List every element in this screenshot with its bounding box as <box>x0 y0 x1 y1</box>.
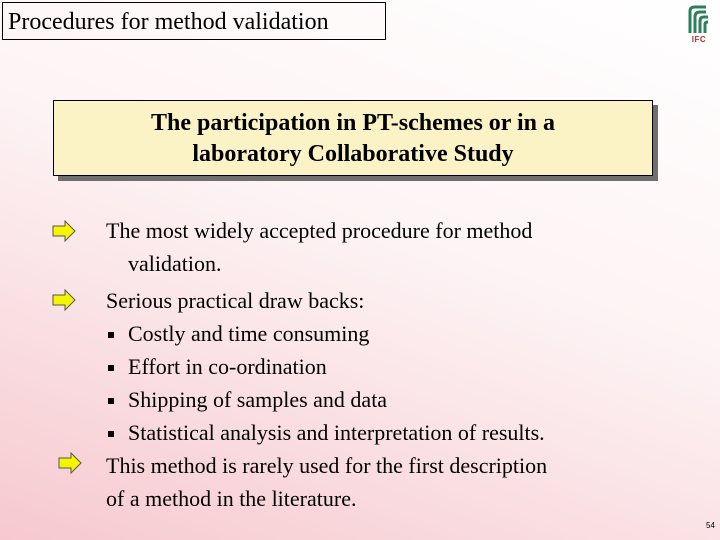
ifc-logo <box>686 5 712 45</box>
logo-text: IFC <box>691 35 707 44</box>
list-item-text: Statistical analysis and interpretation of results. <box>128 420 545 445</box>
point-2-heading: Serious practical draw backs: <box>106 288 365 313</box>
highlight-line-1: The participation in PT-schemes or in a <box>150 110 556 136</box>
arrow-right-icon <box>52 220 76 242</box>
square-bullet-icon <box>108 332 114 338</box>
square-bullet-icon <box>108 431 114 437</box>
square-bullet-icon <box>108 365 114 371</box>
highlight-box <box>53 100 653 176</box>
list-item <box>106 350 545 383</box>
list-item <box>106 383 545 416</box>
list-item-text: Shipping of samples and data <box>128 387 388 412</box>
slide-title: Procedures for method validation <box>2 2 386 40</box>
square-bullet-icon <box>108 398 114 404</box>
arrow-right-icon <box>52 289 76 311</box>
point-1-line-1: The most widely accepted procedure for method <box>106 218 533 243</box>
list-item-text: Effort in co-ordination <box>128 354 327 379</box>
point-1 <box>106 214 532 280</box>
list-item <box>106 416 545 449</box>
point-3 <box>106 449 547 515</box>
list-item-text: Costly and time consuming <box>128 321 370 346</box>
point-1-line-2: validation. <box>128 251 222 276</box>
point-3-line-2: of a method in the literature. <box>106 486 357 511</box>
arrow-right-icon <box>58 452 82 474</box>
list-item <box>106 317 545 350</box>
highlight-line-2: laboratory Collaborative Study <box>192 141 514 167</box>
page-number: 54 <box>706 521 715 530</box>
point-2 <box>106 284 545 449</box>
point-3-line-1: This method is rarely used for the first description <box>106 453 548 478</box>
ifc-logo-icon <box>686 5 712 35</box>
